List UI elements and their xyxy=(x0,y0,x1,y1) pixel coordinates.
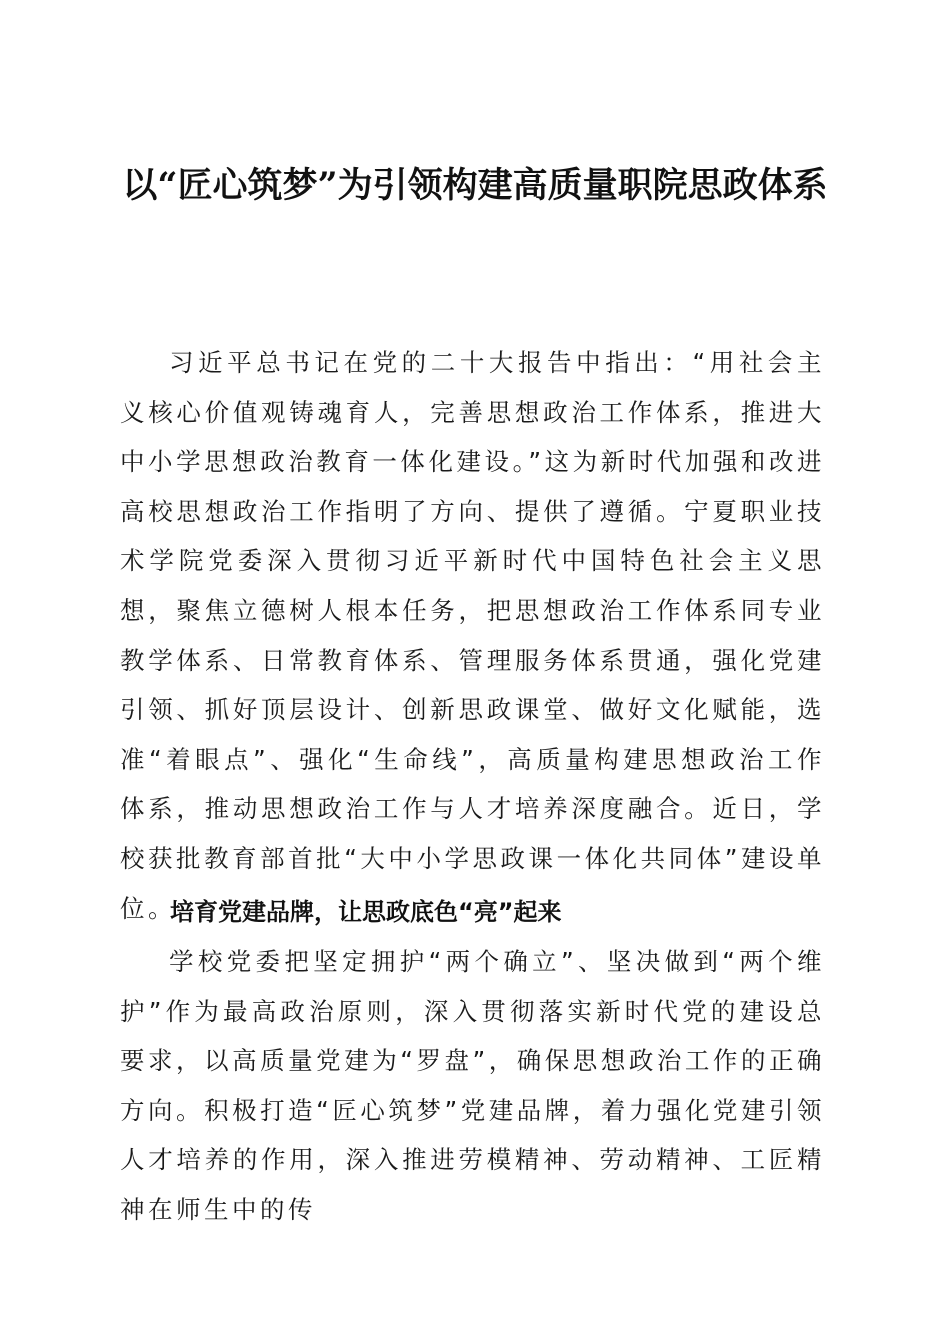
section-paragraph: 学校党委把坚定拥护“两个确立”、坚决做到“两个维护”作为最高政治原则，深入贯彻落实新时代党的建设总要求，以高质量党建为“罗盘”，确保思想政治工作的正确方向。积极打造“匠心筑梦”党建品牌，着力强化党建引领人才培养的作用，深入推进劳模精神、劳动精神、工匠精神在师生中的传 xyxy=(120,947,825,1224)
document-title: 以“匠心筑梦”为引领构建高质量职院思政体系 xyxy=(122,165,828,206)
section-heading: 培育党建品牌，让思政底色“亮”起来 xyxy=(170,898,562,926)
intro-paragraph: 习近平总书记在党的二十大报告中指出：“用社会主义核心价值观铸魂育人，完善思想政治工作体系，推进大中小学思想政治教育一体化建设。”这为新时代加强和改进高校思想政治工作指明了方向、提供了遵循。宁夏职业技术学院党委深入贯彻习近平新时代中国特色社会主义思想，聚焦立德树人根本任务，把思想政治工作体系同专业教学体系、日常教育体系、管理服务体系贯通，强化党建引领、抓好顶层设计、创新思政课堂、做好文化赋能，选准“着眼点”、强化“生命线”，高质量构建思想政治工作体系，推动思想政治工作与人才培养深度融合。近日，学校获批教育部首批“大中小学思政课一体化共同体”建设单位。 xyxy=(120,348,825,923)
